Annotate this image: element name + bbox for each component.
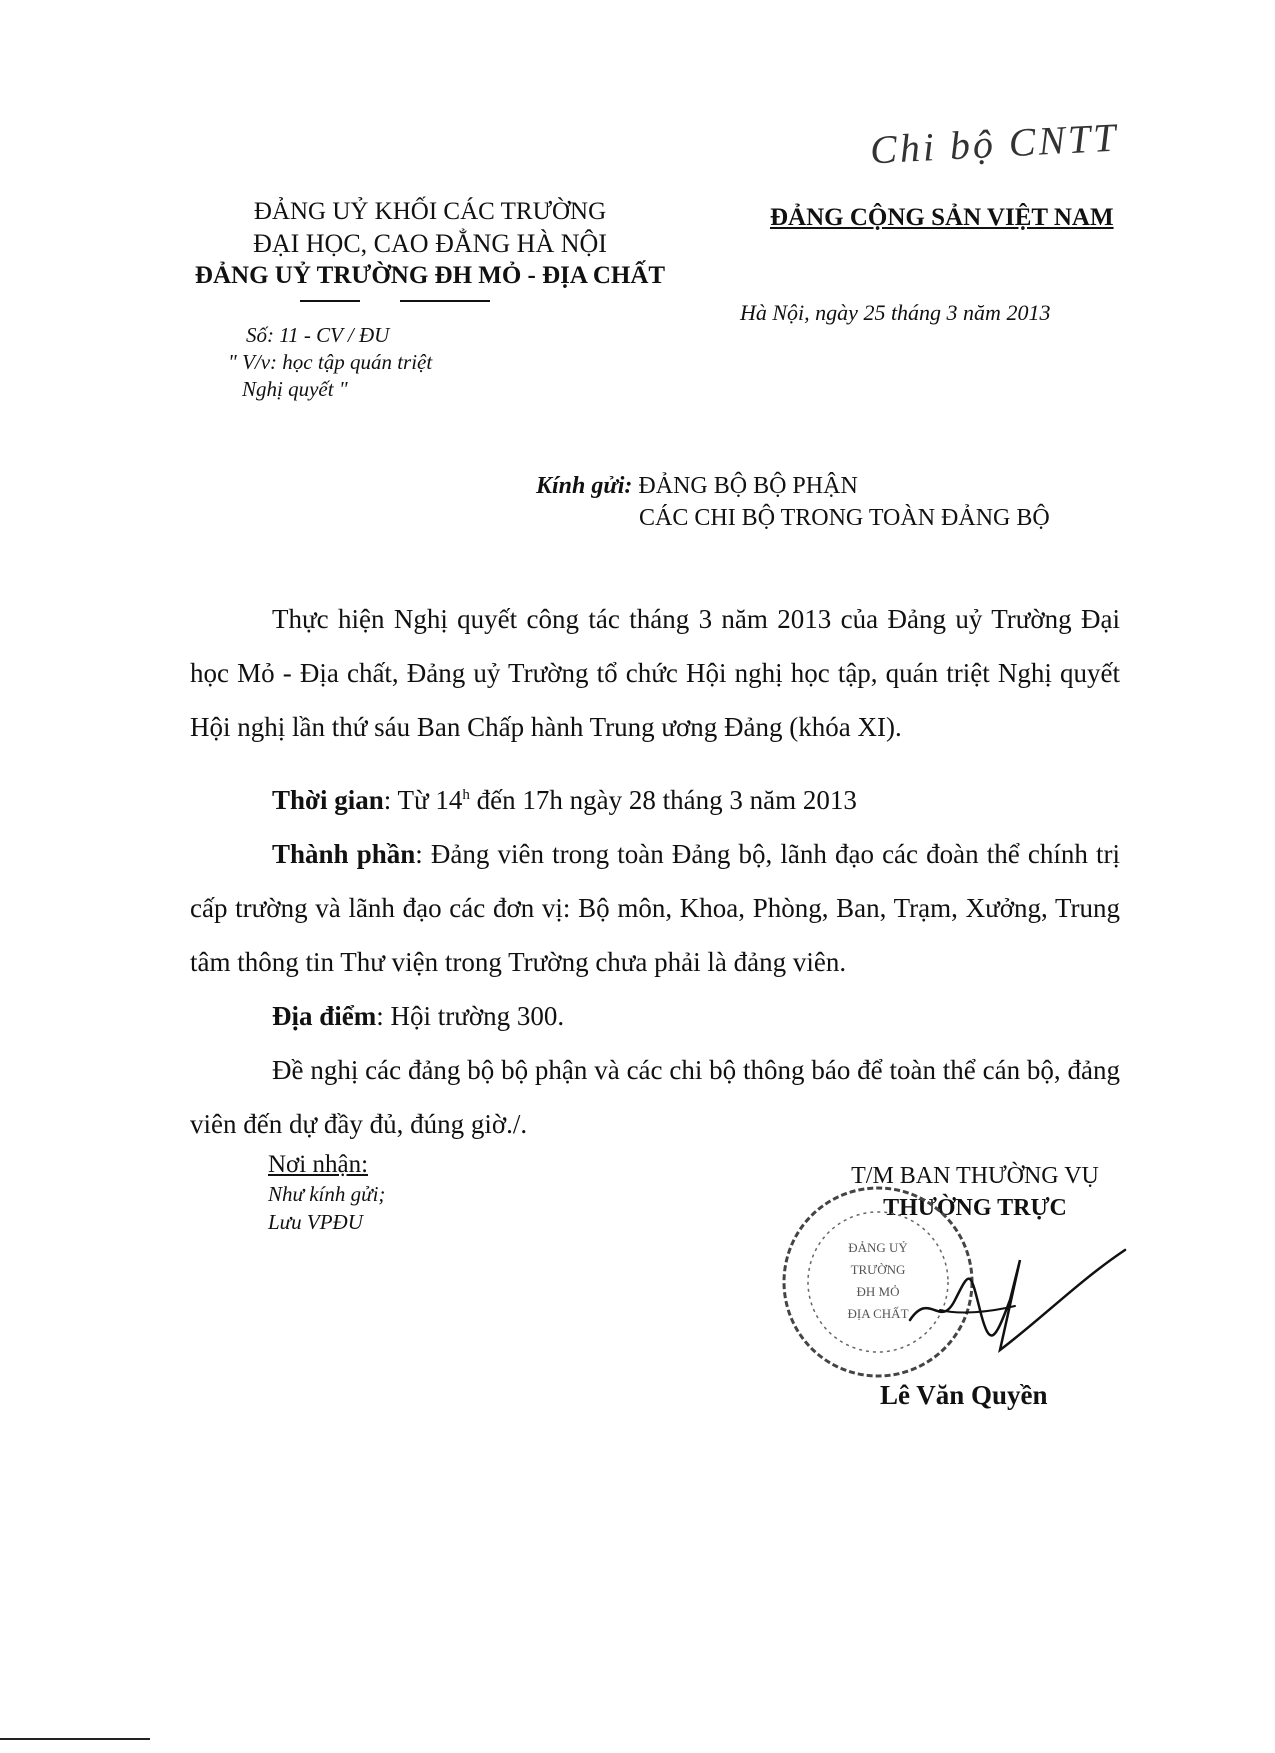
intro-paragraph: Thực hiện Nghị quyết công tác tháng 3 năm 2013 của Đảng uỷ Trường Đại học Mỏ - Địa chất, Đảng uỷ Trường tổ chức Hội nghị học tập, quán triệt Nghị quyết Hội nghị lần thứ sáu Ban Chấp hành Trung ương Đảng (khóa XI). (190, 604, 1120, 742)
document-number: Số: 11 - CV / ĐU (246, 323, 390, 347)
time-sup: h (462, 787, 470, 803)
org-line-2: ĐẠI HỌC, CAO ĐẲNG HÀ NỘI (253, 229, 607, 258)
signature-title-1: T/M BAN THƯỜNG VỤ (851, 1163, 1099, 1189)
handwritten-note: Chi bộ CNTT (868, 114, 1120, 173)
location-paragraph (190, 989, 1120, 1043)
time-paragraph (190, 768, 1120, 827)
national-title: ĐẢNG CỘNG SẢN VIỆT NAM (770, 204, 1114, 231)
recipients-title: Nơi nhận: (268, 1151, 369, 1178)
recipient-label: Kính gửi: (536, 473, 633, 499)
recipient-line-1: ĐẢNG BỘ BỘ PHẬN (638, 473, 858, 499)
org-divider-right (400, 300, 490, 302)
participants-paragraph (190, 827, 1120, 989)
location-text: : Hội trường 300. (376, 1001, 565, 1031)
subject-line-1: " V/v: học tập quán triệt (228, 350, 433, 374)
time-post: đến 17h ngày 28 tháng 3 năm 2013 (469, 785, 857, 815)
stamp-text-1: ĐẢNG UỶ (848, 1240, 908, 1255)
location-label: Địa điểm (272, 1001, 377, 1031)
recipients-footer (268, 1150, 385, 1236)
participants-label: Thành phần (272, 839, 416, 869)
recipient-line-2: CÁC CHI BỘ TRONG TOÀN ĐẢNG BỘ (639, 505, 1050, 531)
time-label: Thời gian (272, 785, 384, 815)
closing-paragraph: Đề nghị các đảng bộ bộ phận và các chi bộ thông báo để toàn thể cán bộ, đảng viên đến dự đầy đủ, đúng giờ./. (190, 1055, 1120, 1139)
subject-line-2: Nghị quyết " (242, 377, 348, 401)
place-date: Hà Nội, ngày 25 tháng 3 năm 2013 (740, 300, 1051, 325)
stamp-text-3: ĐH MỎ (856, 1284, 900, 1299)
participants-text: : Đảng viên trong toàn Đảng bộ, lãnh đạo các đoàn thể chính trị cấp trường và lãnh đạo các đơn vị: Bộ môn, Khoa, Phòng, Ban, Trạm, Xưởng, Trung tâm thông tin Thư viện trong Trường chưa phải là đảng viên. (190, 839, 1120, 977)
time-pre: : Từ 14 (383, 785, 463, 815)
signature-title-2: THƯỜNG TRỰC (883, 1195, 1067, 1221)
recipient-item: Như kính gửi; (268, 1182, 386, 1206)
handwritten-signature (900, 1240, 1130, 1360)
stamp-text-2: TRƯỜNG (850, 1262, 906, 1277)
signer-name: Lê Văn Quyền (880, 1380, 1048, 1410)
reference-block (228, 322, 432, 403)
org-divider-left (300, 300, 360, 302)
org-line-3: ĐẢNG UỶ TRƯỜNG ĐH MỎ - ĐỊA CHẤT (194, 262, 666, 289)
scan-edge-line (0, 1738, 150, 1740)
organization-header (190, 196, 670, 292)
letter-body (190, 592, 1120, 1151)
org-line-1: ĐẢNG UỶ KHỐI CÁC TRƯỜNG (253, 198, 607, 225)
stamp-text-4: ĐỊA CHẤT (847, 1306, 909, 1321)
recipient-block (536, 470, 1050, 534)
recipient-item: Lưu VPĐU (268, 1210, 363, 1234)
